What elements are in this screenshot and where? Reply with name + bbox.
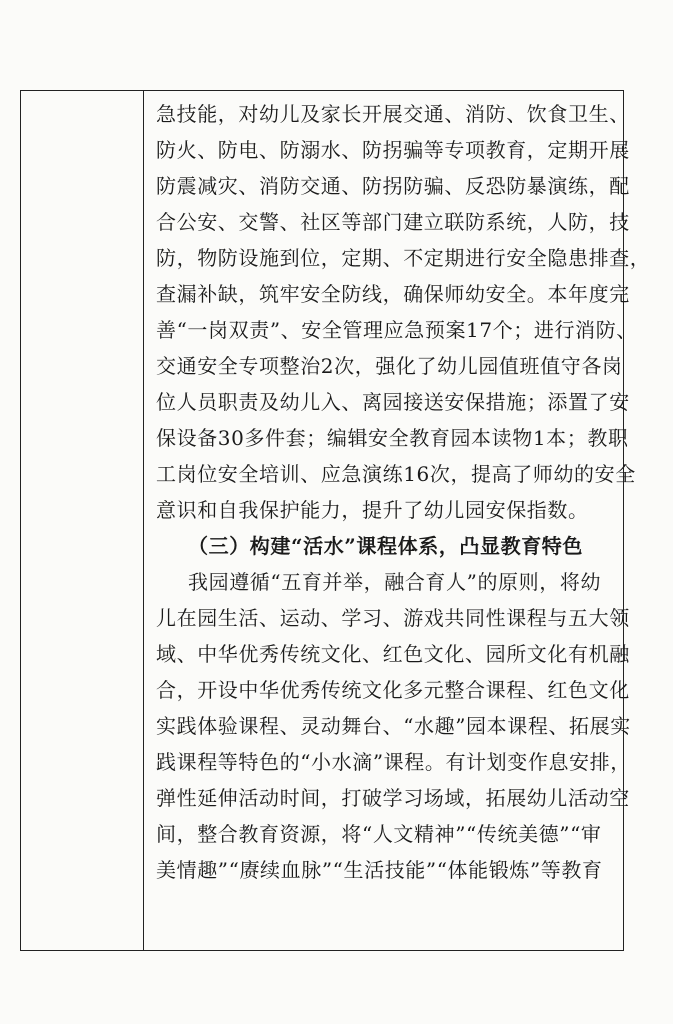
body-line: 弹性延伸活动时间，打破学习场域，拓展幼儿活动空 [156, 786, 630, 810]
content-cell [156, 96, 651, 888]
paragraph-first-line: 我园遵循“五育并举，融合育人”的原则，将幼 [188, 570, 602, 594]
body-line: 防火、防电、防溺水、防拐骗等专项教育，定期开展 [156, 138, 630, 162]
table-top-border [20, 90, 624, 91]
body-line: 急技能，对幼儿及家长开展交通、消防、饮食卫生、 [156, 102, 630, 126]
body-line: 防，物防设施到位，定期、不定期进行安全隐患排查， [156, 246, 651, 270]
body-line: 意识和自我保护能力，提升了幼儿园安保指数。 [156, 498, 589, 522]
body-line: 查漏补缺，筑牢安全防线，确保师幼安全。本年度完 [156, 282, 630, 306]
body-line: 位人员职责及幼儿入、离园接送安保措施；添置了安 [156, 390, 630, 414]
body-line: 儿在园生活、运动、学习、游戏共同性课程与五大领 [156, 606, 630, 630]
table-column-divider [143, 90, 144, 950]
body-line: 保设备30多件套；编辑安全教育园本读物1本；教职 [156, 426, 629, 450]
body-line: 善“一岗双责”、安全管理应急预案17个；进行消防、 [156, 318, 637, 342]
body-line: 实践体验课程、灵动舞台、“水趣”园本课程、拓展实 [156, 714, 631, 738]
body-line: 交通安全专项整治2次，强化了幼儿园值班值守各岗 [156, 354, 623, 378]
body-line: 域、中华优秀传统文化、红色文化、园所文化有机融 [156, 642, 630, 666]
body-line: 合公安、交警、社区等部门建立联防系统，人防，技 [156, 210, 630, 234]
body-line: 合，开设中华优秀传统文化多元整合课程、红色文化 [156, 678, 630, 702]
body-line: 工岗位安全培训、应急演练16次，提高了师幼的安全 [156, 462, 636, 486]
body-line: 美情趣”“赓续血脉”“生活技能”“体能锻炼”等教育 [156, 858, 603, 882]
body-line: 间，整合教育资源，将“人文精神”“传统美德”“审 [156, 822, 602, 846]
section-heading: （三）构建“活水”课程体系，凸显教育特色 [188, 534, 584, 558]
table-left-border [20, 90, 21, 950]
table-bottom-border [20, 950, 624, 951]
body-line: 防震减灾、消防交通、防拐防骗、反恐防暴演练，配 [156, 174, 630, 198]
body-line: 践课程等特色的“小水滴”课程。有计划变作息安排， [156, 750, 631, 774]
